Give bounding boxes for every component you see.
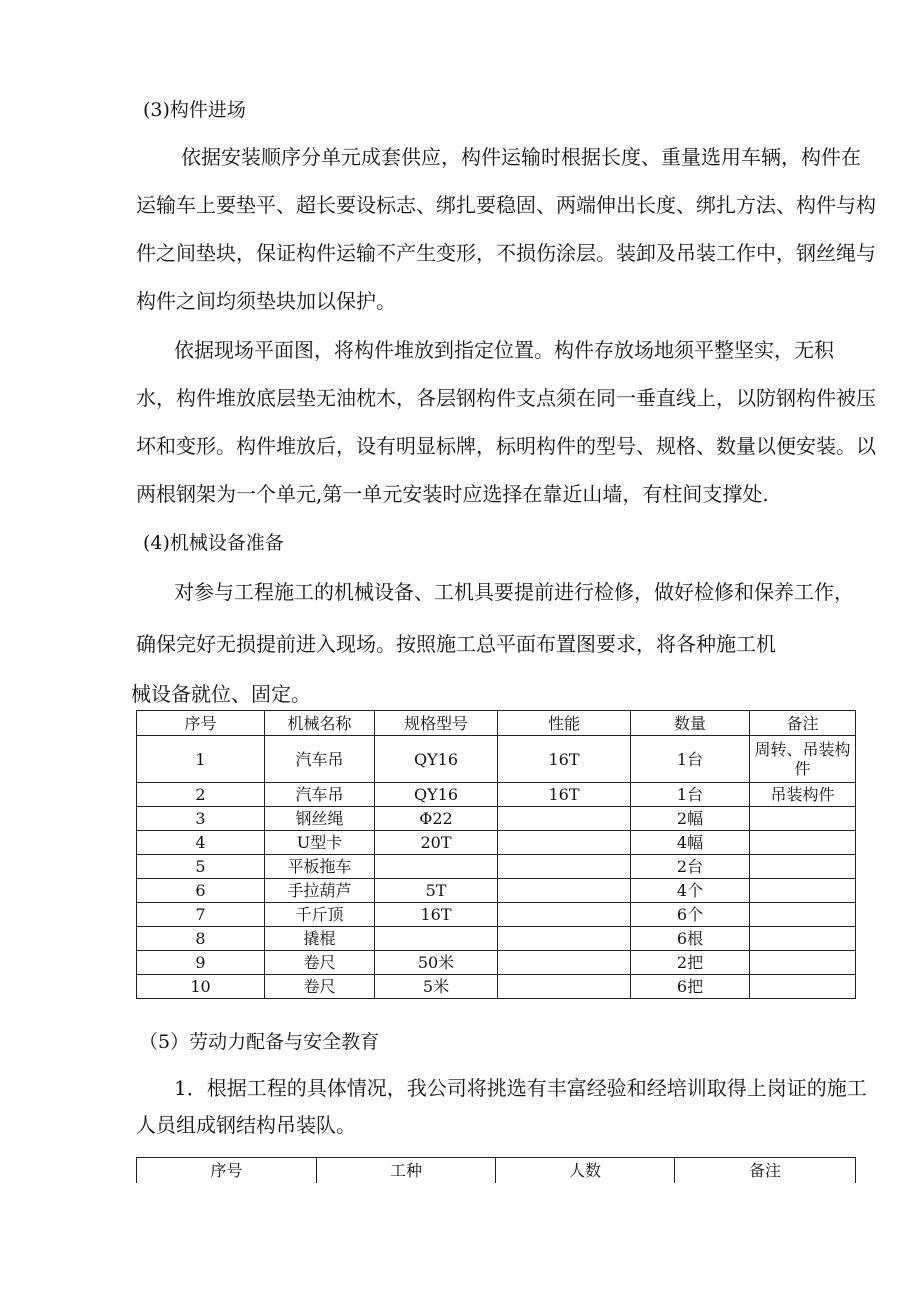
table-cell: 2把 (631, 951, 750, 975)
table-cell: 10 (137, 975, 265, 999)
section-3-para1-line2: 运输车上要垫平、超长要设标志、绑扎要稳固、两端伸出长度、绑扎方法、构件与构 (136, 193, 876, 217)
table-cell: 卷尺 (265, 975, 375, 999)
table-cell (498, 927, 631, 951)
section-4-para-line2: 确保完好无损提前进入现场。按照施工总平面布置图要求，将各种施工机 (136, 632, 776, 656)
table-cell: 3 (137, 807, 265, 831)
table-cell (498, 951, 631, 975)
section-4-para-line3: 械设备就位、固定。 (131, 682, 311, 706)
table-cell: QY16 (375, 736, 498, 783)
table-cell: U型卡 (265, 831, 375, 855)
table-cell: 6个 (631, 903, 750, 927)
table-cell: 5T (375, 879, 498, 903)
table-cell: 千斤顶 (265, 903, 375, 927)
table-cell: 钢丝绳 (265, 807, 375, 831)
table-row (137, 975, 856, 999)
table-cell: 7 (137, 903, 265, 927)
section-3-para1-line3: 件之间垫块，保证构件运输不产生变形，不损伤涂层。装卸及吊装工作中，钢丝绳与 (136, 241, 876, 265)
labor-table (136, 1157, 856, 1183)
header-cell: 备注 (750, 711, 856, 736)
table-cell: 撬棍 (265, 927, 375, 951)
table-row (137, 927, 856, 951)
table-cell (498, 903, 631, 927)
table-cell: 9 (137, 951, 265, 975)
table-cell: 2 (137, 783, 265, 807)
table-cell: 16T (498, 736, 631, 783)
table-cell (498, 807, 631, 831)
table-cell: 周转、吊装构件 (750, 736, 856, 783)
table-row (137, 879, 856, 903)
table-cell (750, 831, 856, 855)
table-cell: 平板拖车 (265, 855, 375, 879)
table-cell (750, 951, 856, 975)
section-5-heading: （5）劳动力配备与安全教育 (139, 1031, 380, 1053)
table-cell: 6把 (631, 975, 750, 999)
table-cell: 1台 (631, 736, 750, 783)
section-3-para1-line4: 构件之间均须垫块加以保护。 (136, 289, 396, 313)
table-cell (750, 855, 856, 879)
table-cell: 4个 (631, 879, 750, 903)
header-cell: 人数 (496, 1158, 675, 1184)
table-row (137, 736, 856, 783)
equipment-table (136, 710, 856, 999)
labor-table-header-row (137, 1158, 856, 1184)
table-cell (375, 927, 498, 951)
header-cell: 机械名称 (265, 711, 375, 736)
table-cell (498, 879, 631, 903)
table-cell: 1 (137, 736, 265, 783)
table-cell: 20T (375, 831, 498, 855)
table-cell: 4幅 (631, 831, 750, 855)
equipment-table-header-row (137, 711, 856, 736)
table-cell: 汽车吊 (265, 736, 375, 783)
table-row (137, 855, 856, 879)
table-row (137, 831, 856, 855)
table-row (137, 951, 856, 975)
table-cell: Φ22 (375, 807, 498, 831)
section-3-para2-line1: 依据现场平面图，将构件堆放到指定位置。构件存放场地须平整坚实，无积 (174, 338, 834, 362)
section-3-heading: (3)构件进场 (143, 99, 246, 121)
table-cell (498, 855, 631, 879)
header-cell: 工种 (317, 1158, 496, 1184)
table-cell (498, 975, 631, 999)
table-cell: 2台 (631, 855, 750, 879)
section-4-para-line1: 对参与工程施工的机械设备、工机具要提前进行检修，做好检修和保养工作， (174, 580, 854, 604)
section-3-para1-line1: 依据安装顺序分单元成套供应，构件运输时根据长度、重量选用车辆，构件在 (181, 145, 861, 169)
table-cell: 吊装构件 (750, 783, 856, 807)
table-cell (750, 975, 856, 999)
header-cell: 序号 (137, 711, 265, 736)
table-cell (750, 879, 856, 903)
table-cell: QY16 (375, 783, 498, 807)
section-5-item1-line2: 人员组成钢结构吊装队。 (136, 1113, 356, 1137)
section-3-para2-line3: 坏和变形。构件堆放后，设有明显标牌，标明构件的型号、规格、数量以便安装。以 (136, 434, 876, 458)
section-3-para2-line2: 水，构件堆放底层垫无油枕木，各层钢构件支点须在同一垂直线上，以防钢构件被压 (136, 386, 876, 410)
table-cell: 汽车吊 (265, 783, 375, 807)
header-cell: 数量 (631, 711, 750, 736)
table-cell (750, 807, 856, 831)
table-cell: 8 (137, 927, 265, 951)
header-cell: 规格型号 (375, 711, 498, 736)
table-cell: 50米 (375, 951, 498, 975)
table-cell: 1台 (631, 783, 750, 807)
table-cell (498, 831, 631, 855)
table-cell: 5 (137, 855, 265, 879)
table-cell (375, 855, 498, 879)
table-row (137, 783, 856, 807)
table-cell: 16T (375, 903, 498, 927)
table-row (137, 807, 856, 831)
section-5-item1-line1: 1．根据工程的具体情况，我公司将挑选有丰富经验和经培训取得上岗证的施工 (174, 1076, 867, 1100)
table-row (137, 903, 856, 927)
table-cell (750, 903, 856, 927)
table-cell: 2幅 (631, 807, 750, 831)
section-3-para2-line4: 两根钢架为一个单元,第一单元安装时应选择在靠近山墙，有柱间支撑处. (136, 482, 769, 506)
header-cell: 性能 (498, 711, 631, 736)
table-cell: 5米 (375, 975, 498, 999)
section-4-heading: (4)机械设备准备 (143, 532, 284, 554)
header-cell: 序号 (137, 1158, 317, 1184)
table-cell (750, 927, 856, 951)
table-cell: 手拉葫芦 (265, 879, 375, 903)
table-cell: 16T (498, 783, 631, 807)
table-cell: 4 (137, 831, 265, 855)
header-cell: 备注 (675, 1158, 856, 1184)
table-cell: 6 (137, 879, 265, 903)
table-cell: 卷尺 (265, 951, 375, 975)
table-cell: 6根 (631, 927, 750, 951)
